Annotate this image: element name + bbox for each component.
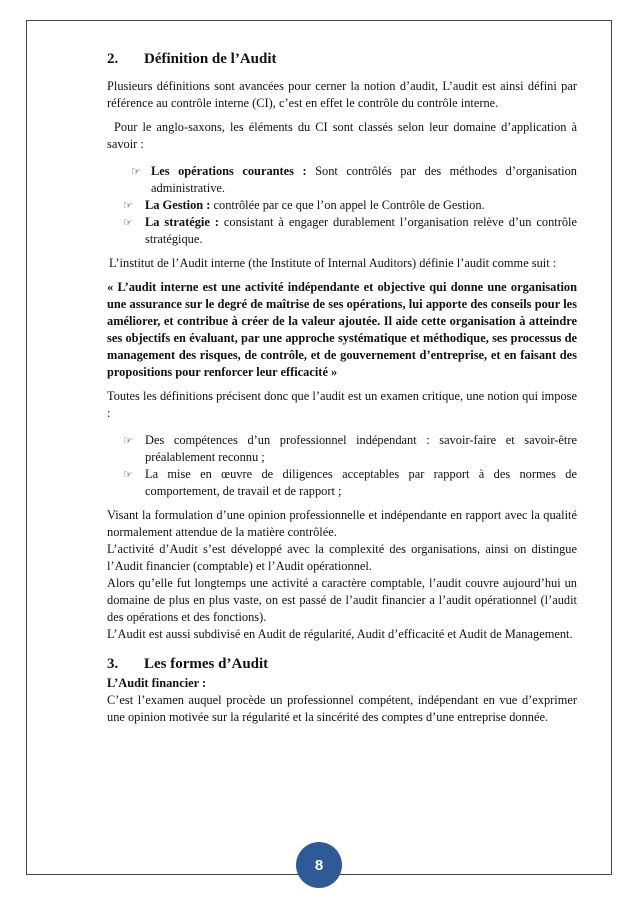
item-bold: Les opérations courantes :: [151, 164, 307, 178]
list-item: [107, 432, 577, 466]
item-text: consistant à engager durablement l’organisation relève d’un contrôle stratégique.: [145, 215, 577, 246]
item-text: La mise en œuvre de diligences acceptables par rapport à des normes de comportement, de travail et de rapport ;: [145, 467, 577, 498]
section-3-number: 3.: [107, 656, 119, 672]
section-3-heading: [107, 655, 577, 673]
formulation-paragraph: Visant la formulation d’une opinion professionnelle et indépendante en rapport avec la qualité normalement attendue de la matière contrôlée.: [107, 508, 577, 539]
item-text: contrôlée par ce que l’on appel le Contrôle de Gestion.: [210, 198, 485, 212]
list-item: [107, 214, 577, 248]
page-number-badge: 8: [296, 842, 342, 888]
anglo-saxon-paragraph: Pour le anglo-saxons, les éléments du CI sont classés selon leur domaine d’application à savoir :: [107, 120, 577, 151]
pointing-hand-icon: ☞: [123, 434, 133, 447]
history-paragraph: Alors qu’elle fut longtemps une activité a caractère comptable, l’audit couvre aujourd’hui un domaine de plus en plus vaste, on est passé de l’audit financier a l’audit opérationnel (l’audit des opérations et des fonctions).: [107, 576, 577, 624]
list-item: [107, 466, 577, 500]
audit-financier-text: C’est l’examen auquel procède un professionnel compétent, indépendant en vue d’exprimer une opinion motivée sur la régularité et la sincérité des comptes d’une entreprise donnée.: [107, 693, 577, 724]
section-2-number: 2.: [107, 51, 119, 67]
item-bold: La stratégie :: [145, 215, 219, 229]
pointing-hand-icon: ☞: [131, 165, 141, 178]
section-3-title: Les formes d’Audit: [144, 656, 269, 672]
list-item: [107, 197, 577, 214]
audit-financier-subtitle: L’Audit financier :: [107, 676, 207, 690]
pointing-hand-icon: ☞: [123, 216, 133, 229]
pointing-hand-icon: ☞: [123, 199, 133, 212]
ci-elements-list: [107, 163, 577, 248]
all-definitions-paragraph: Toutes les définitions précisent donc que l’audit est un examen critique, une notion qui impose :: [107, 389, 577, 420]
evolution-paragraph: L’activité d’Audit s’est développé avec la complexité des organisations, ainsi on distingue l’Audit financier (comptable) et l’Audit opérationnel.: [107, 542, 577, 573]
pointing-hand-icon: ☞: [123, 468, 133, 481]
iia-intro: L’institut de l’Audit interne (the Institute of Internal Auditors) définie l’audit comme suit :: [109, 256, 557, 270]
iia-definition-quote: « L’audit interne est une activité indépendante et objective qui donne une organisation une assurance sur le degré de maîtrise de ses opérations, lui apporte des conseils pour les améliorer, et contribue à créer de la valeur ajoutée. Il aide cette organisation à atteindre ses objectifs en évaluant, par une approche systématique et méthodique, ses processus de management des risques, de contrôle, et de gouvernement d’entreprise, et en faisant des propositions pour renforcer leur efficacité »: [107, 280, 577, 379]
requirements-list: [107, 432, 577, 500]
item-bold: La Gestion :: [145, 198, 211, 212]
intro-paragraph: Plusieurs définitions sont avancées pour cerner la notion d’audit, L’audit est ainsi défini par référence au contrôle interne (CI), c’est en effet le contrôle du contrôle interne.: [107, 79, 577, 110]
item-text: Des compétences d’un professionnel indépendant : savoir-faire et savoir-être préalablement reconnu ;: [145, 433, 577, 464]
item-text: Sont contrôlés par des méthodes d’organisation administrative.: [151, 164, 577, 195]
section-2-heading: [107, 50, 577, 68]
list-item: [107, 163, 577, 197]
subdivision-paragraph: L’Audit est aussi subdivisé en Audit de régularité, Audit d’efficacité et Audit de Management.: [107, 627, 573, 641]
section-2-title: Définition de l’Audit: [144, 51, 277, 67]
page-content: [107, 50, 577, 726]
